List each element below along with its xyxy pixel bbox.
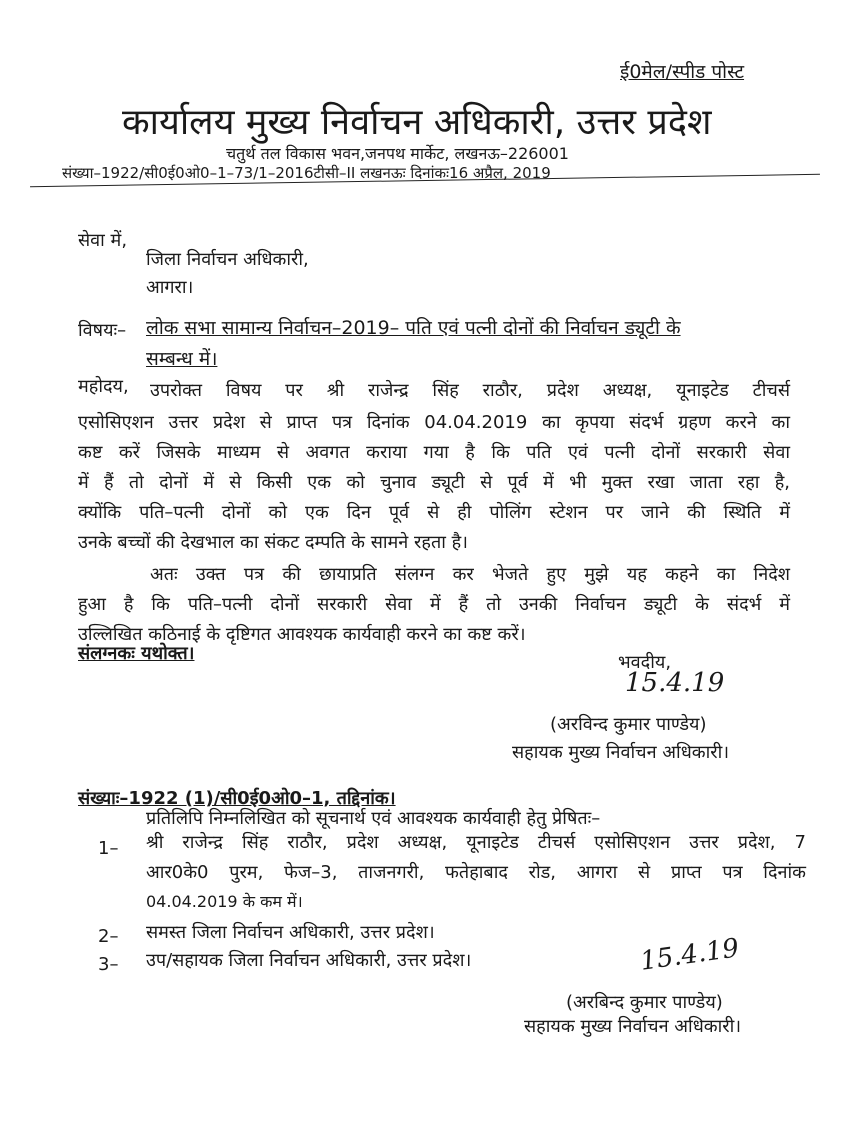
closing: भवदीय, [618, 652, 672, 673]
copy-item-line: आर0के0 पुरम, फेज–3, ताजनगरी, फतेहाबाद रोड, आगरा से प्राप्त पत्र दिनांक [146, 862, 806, 883]
copy-item-line: 04.04.2019 के कम में। [146, 892, 303, 911]
para1-line: उनके बच्चों की देखभाल का संकट दम्पति के सामने रहता है। [78, 532, 468, 553]
office-title: कार्यालय मुख्य निर्वाचन अधिकारी, उत्तर प्रदेश [122, 102, 712, 143]
copy-item-number: 3– [98, 954, 119, 975]
para1-line: में हैं तो दोनों में से किसी एक को चुनाव ड्यूटी से पूर्व में भी मुक्त रखा जाता रहा है, [78, 472, 790, 493]
copy-item-line: समस्त जिला निर्वाचन अधिकारी, उत्तर प्रदेश। [146, 922, 435, 943]
copy-reference: संख्याः–1922 (1)/सी0ई0ओ0–1, तद्दिनांक। [78, 788, 396, 809]
copy-item-line: श्री राजेन्द्र सिंह राठौर, प्रदेश अध्यक्ष, यूनाइटेड टीचर्स एसोसिएशन उत्तर प्रदेश, 7 [146, 832, 806, 853]
para1-line: एसोसिएशन उत्तर प्रदेश से प्राप्त पत्र दिनांक 04.04.2019 का कृपया संदर्भ ग्रहण करने का [78, 412, 790, 433]
subject-line-1: लोक सभा सामान्य निर्वाचन–2019– पति एवं पत्नी दोनों की निर्वाचन ड्यूटी के [146, 317, 681, 339]
signatory-name-2: (अरबिन्द कुमार पाण्डेय) [566, 992, 723, 1013]
subject-line-2: सम्बन्ध में। [146, 348, 218, 370]
copy-item-line: उप/सहायक जिला निर्वाचन अधिकारी, उत्तर प्रदेश। [146, 950, 472, 971]
para1-line: कष्ट करें जिसके माध्यम से अवगत कराया गया है कि पति एवं पत्नी दोनों सरकारी सेवा [78, 442, 790, 463]
copy-item-number: 1– [98, 838, 119, 859]
signatory-designation-2: सहायक मुख्य निर्वाचन अधिकारी। [524, 1016, 742, 1037]
office-address: चतुर्थ तल विकास भवन,जनपथ मार्केट, लखनऊ–226001 [226, 144, 569, 163]
copy-item-number: 2– [98, 926, 119, 947]
signatory-name-1: (अरविन्द कुमार पाण्डेय) [550, 714, 707, 735]
para2-line: उल्लिखित कठिनाई के दृष्टिगत आवश्यक कार्यवाही करने का कष्ट करें। [78, 624, 526, 645]
recipient-designation: जिला निर्वाचन अधिकारी, [146, 249, 309, 270]
subject-label: विषयः– [78, 320, 127, 341]
recipient-place: आगरा। [146, 277, 194, 298]
signatory-designation-1: सहायक मुख्य निर्वाचन अधिकारी। [512, 742, 730, 763]
dispatch-mode: ई0मेल/स्पीड पोस्ट [620, 61, 745, 83]
greeting: महोदय, [78, 376, 129, 397]
para2-line: अतः उक्त पत्र की छायाप्रति संलग्न कर भेजते हुए मुझे यह कहने का निदेश [150, 564, 790, 585]
reference-number: संख्या–1922/सी0ई0ओ0–1–73/1–2016टीसी–II लखनऊः दिनांकः16 अप्रैल, 2019 [62, 164, 551, 182]
para2-line: हुआ है कि पति–पत्नी दोनों सरकारी सेवा में हैं तो उनकी निर्वाचन ड्यूटी के संदर्भ में [78, 594, 790, 615]
copy-intro: प्रतिलिपि निम्नलिखित को सूचनार्थ एवं आवश्यक कार्यवाही हेतु प्रेषितः– [146, 808, 601, 829]
para1-line: उपरोक्त विषय पर श्री राजेन्द्र सिंह राठौर, प्रदेश अध्यक्ष, यूनाइटेड टीचर्स [150, 380, 790, 401]
signature-handwritten-1: 15.4.19 [625, 668, 725, 698]
para1-line: क्योंकि पति–पत्नी दोनों को एक दिन पूर्व से ही पोलिंग स्टेशन पर जाने की स्थिति में [78, 502, 790, 523]
enclosure: संलग्नकः यथोक्त। [78, 643, 195, 664]
signature-handwritten-2: 15.4.19 [638, 933, 741, 977]
to-label: सेवा में, [78, 230, 128, 251]
